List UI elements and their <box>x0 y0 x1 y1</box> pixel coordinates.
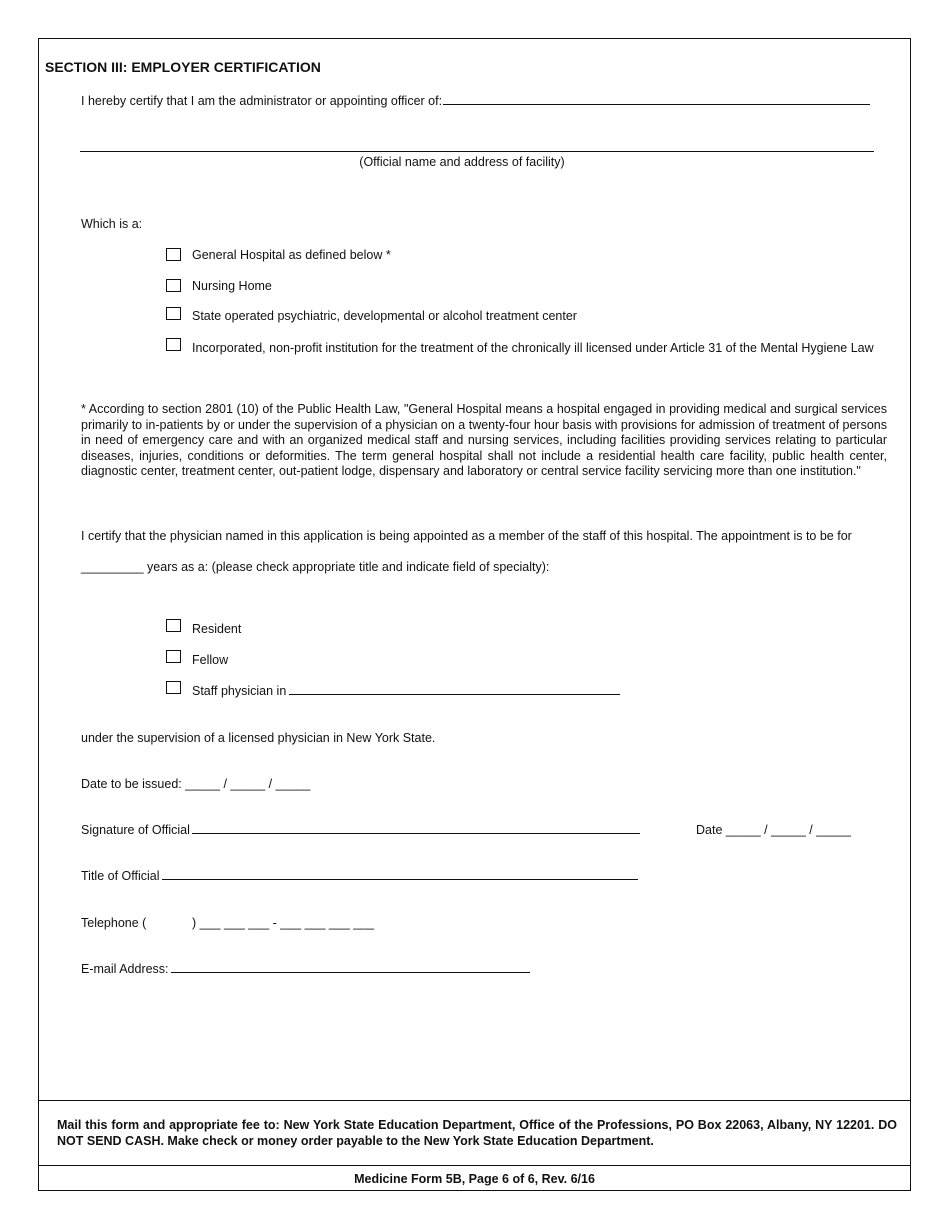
signature-label: Signature of Official <box>81 823 190 837</box>
checkbox-general-hospital[interactable] <box>166 248 181 261</box>
signature-date-field[interactable]: _____ / _____ / _____ <box>725 823 852 837</box>
telephone-field[interactable]: ) ___ ___ ___ - ___ ___ ___ ___ <box>192 916 375 930</box>
option-fellow: Fellow <box>192 653 229 667</box>
supervision-statement: under the supervision of a licensed physician in New York State. <box>81 731 436 745</box>
appointment-years-line <box>81 560 549 574</box>
checkbox-fellow[interactable] <box>166 650 181 663</box>
checkbox-nonprofit-institution[interactable] <box>166 338 181 351</box>
title-official-label: Title of Official <box>81 869 160 883</box>
signature-field[interactable] <box>192 821 640 834</box>
specialty-field[interactable] <box>289 682 620 695</box>
date-issued-row <box>81 777 310 791</box>
general-hospital-footnote: * According to section 2801 (10) of the Public Health Law, "General Hospital means a hospital engaged in providing medical and surgical services primarily to in-patients by or under the supervision of a physician on a twenty-four hour basis with provisions for admission of treatment of persons in need of emergency care and with an organized medical staff and nursing services, including facilities providing services relating to particular diseases, injuries, conditions or deformities. The term general hospital shall not include a residential health care facility, public health center, diagnostic center, treatment center, out-patient lodge, dispensary and laboratory or central service facility servicing more than one institution." <box>81 402 887 478</box>
date-issued-label: Date to be issued: <box>81 777 182 791</box>
appointment-statement: I certify that the physician named in this application is being appointed as a member of the staff of this hospital. The appointment is to be for <box>81 529 852 543</box>
facility-name-address-field[interactable] <box>80 139 874 152</box>
email-label: E-mail Address: <box>81 962 169 976</box>
signature-date-label: Date <box>696 823 723 837</box>
certify-admin-label: I hereby certify that I am the administrator or appointing officer of: <box>81 94 443 108</box>
checkbox-resident[interactable] <box>166 619 181 632</box>
which-is-label: Which is a: <box>81 217 143 231</box>
option-nonprofit-institution: Incorporated, non-profit institution for the treatment of the chronically ill licensed under Article 31 of the Mental Hygiene Law <box>192 341 874 355</box>
form-frame <box>38 38 911 1191</box>
option-staff-physician: Staff physician in <box>192 684 287 698</box>
admin-facility-field[interactable] <box>443 92 870 105</box>
years-field[interactable]: _________ <box>81 560 144 574</box>
signature-date-row <box>696 823 851 837</box>
option-state-psychiatric: State operated psychiatric, developmental or alcohol treatment center <box>192 309 577 323</box>
option-nursing-home: Nursing Home <box>192 279 272 293</box>
telephone-label: Telephone ( <box>81 916 147 930</box>
checkbox-staff-physician[interactable] <box>166 681 181 694</box>
footer-divider-bottom <box>38 1165 911 1166</box>
mailing-instructions: Mail this form and appropriate fee to: New York State Education Department, Office of the Professions, PO Box 22063, Albany, NY 12201. DO NOT SEND CASH. Make check or money order payable to the New York State Education Department. <box>57 1118 897 1148</box>
option-general-hospital: General Hospital as defined below * <box>192 248 391 262</box>
checkbox-state-psychiatric[interactable] <box>166 307 181 320</box>
section-title: SECTION III: EMPLOYER CERTIFICATION <box>45 59 321 75</box>
email-field[interactable] <box>171 960 530 973</box>
checkbox-nursing-home[interactable] <box>166 279 181 292</box>
facility-caption: (Official name and address of facility) <box>359 155 565 169</box>
option-resident: Resident <box>192 622 242 636</box>
date-issued-field[interactable]: _____ / _____ / _____ <box>185 777 311 791</box>
footer-divider-top <box>38 1100 911 1101</box>
form-identifier: Medicine Form 5B, Page 6 of 6, Rev. 6/16 <box>354 1172 595 1186</box>
title-official-field[interactable] <box>162 867 638 880</box>
years-text: years as a: (please check appropriate title and indicate field of specialty): <box>143 560 550 574</box>
